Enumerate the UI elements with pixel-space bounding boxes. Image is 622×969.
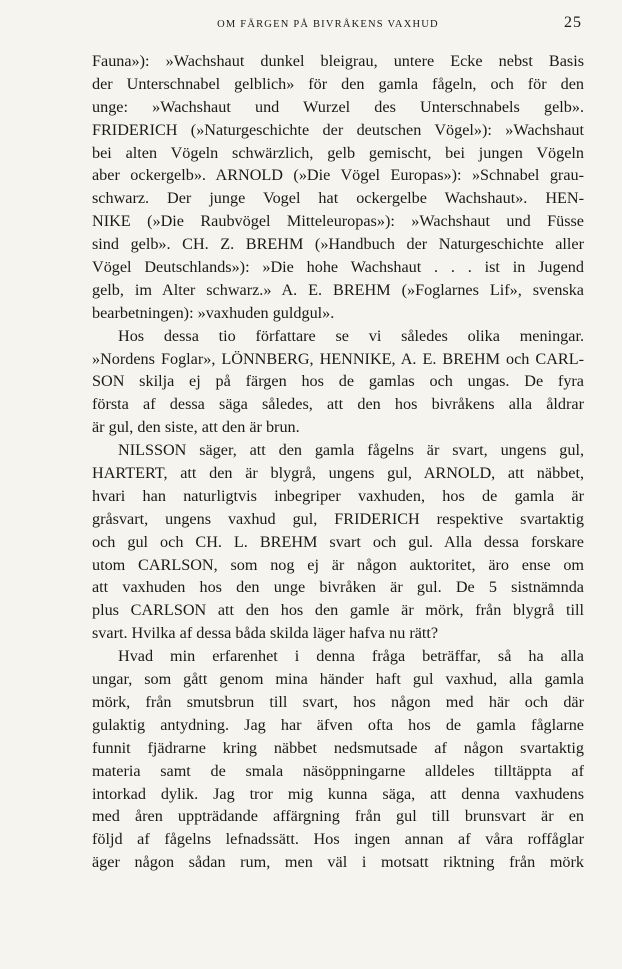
text-line: materia samt de smala näsöppningarne alldeles tilltäppta af xyxy=(92,761,584,780)
page-header xyxy=(92,14,582,38)
text-line: första af dessa säga således, att den hos bivråkens alla åldrar xyxy=(92,395,584,414)
page-number: 25 xyxy=(564,14,582,31)
text-line: med åren uppträdande affärgning från gul till brunsvart är en xyxy=(92,807,584,826)
text-line: funnit fjädrarne kring näbbet nedsmutsade af någon svartaktig xyxy=(92,738,584,757)
text-line: är gul, den siste, att den är brun. xyxy=(92,418,300,437)
text-line: schwarz. Der junge Vogel hat ockergelbe Wachshaut». HEN- xyxy=(92,189,584,208)
text-line: SON skilja ej på färgen hos de gamlas och ungas. De fyra xyxy=(92,372,584,391)
text-line: utom CARLSON, som nog ej är någon auktoritet, äro ense om xyxy=(92,555,584,574)
text-line: »Nordens Foglar», LÖNNBERG, HENNIKE, A. E. BREHM och CARL- xyxy=(92,349,584,368)
text-line: der Unterschnabel gelblich» för den gamla fågeln, och för den xyxy=(92,74,584,93)
text-line: Hos dessa tio författare se vi således olika meningar. xyxy=(118,326,584,345)
text-line: mörk, från smutsbrun till svart, hos någon med här och där xyxy=(92,692,584,711)
text-line: bearbetningen): »vaxhuden guldgul». xyxy=(92,303,335,322)
text-line: gulaktig antydning. Jag har äfven ofta hos de gamla fåglarne xyxy=(92,715,584,734)
text-line: aber ockergelb». ARNOLD (»Die Vögel Europas»): »Schnabel grau- xyxy=(92,166,584,185)
text-line: NIKE (»Die Raubvögel Mitteleuropas»): »Wachshaut und Füsse xyxy=(92,212,584,231)
text-line: intorkad dylik. Jag tror mig kunna säga, att denna vaxhudens xyxy=(92,784,584,803)
text-line: Hvad min erfarenhet i denna fråga beträffar, så ha alla xyxy=(118,647,584,666)
text-line: hvari han naturligtvis inbegriper vaxhuden, hos de gamla är xyxy=(92,486,584,505)
text-line: FRIDERICH (»Naturgeschichte der deutschen Vögel»): »Wachshaut xyxy=(92,120,584,139)
text-line: svart. Hvilka af dessa båda skilda läger hafva nu rätt? xyxy=(92,624,439,643)
text-line: äger någon sådan rum, men väl i motsatt riktning från mörk xyxy=(92,853,584,872)
text-line: Fauna»): »Wachshaut dunkel bleigrau, untere Ecke nebst Basis xyxy=(92,52,584,70)
text-line: ungar, som gått genom mina händer haft gul vaxhud, alla gamla xyxy=(92,670,584,689)
text-line: NILSSON säger, att den gamla fågelns är svart, ungens gul, xyxy=(118,441,584,460)
text-line: HARTERT, att den är blygrå, ungens gul, ARNOLD, att näbbet, xyxy=(92,464,584,483)
text-line: och gul och CH. L. BREHM svart och gul. Alla dessa forskare xyxy=(92,532,584,551)
text-line: gråsvart, ungens vaxhud gul, FRIDERICH respektive svartaktig xyxy=(92,509,584,528)
text-line: gelb, im Alter schwarz.» A. E. BREHM (»Foglarnes Lif», svenska xyxy=(92,280,584,299)
text-line: Vögel Deutschlands»): »Die hohe Wachshaut . . . ist in Jugend xyxy=(92,258,584,277)
text-line: att vaxhuden hos den unge bivråken är gul. De 5 sistnämnda xyxy=(92,578,584,597)
text-line: bei alten Vögeln schwärzlich, gelb gemischt, bei jungen Vögeln xyxy=(92,143,584,162)
text-line: unge: »Wachshaut und Wurzel des Unterschnabels gelb». xyxy=(92,97,584,116)
body-text xyxy=(92,50,584,874)
text-line: följd af fågelns lefnadssätt. Hos ingen annan af våra roffåglar xyxy=(92,830,584,849)
text-line: sind gelb». CH. Z. BREHM (»Handbuch der Naturgeschichte aller xyxy=(92,235,584,254)
running-head: OM FÄRGEN PÅ BIVRÅKENS VAXHUD xyxy=(217,19,439,30)
text-line: plus CARLSON att den hos den gamle är mörk, från blygrå till xyxy=(92,601,584,620)
